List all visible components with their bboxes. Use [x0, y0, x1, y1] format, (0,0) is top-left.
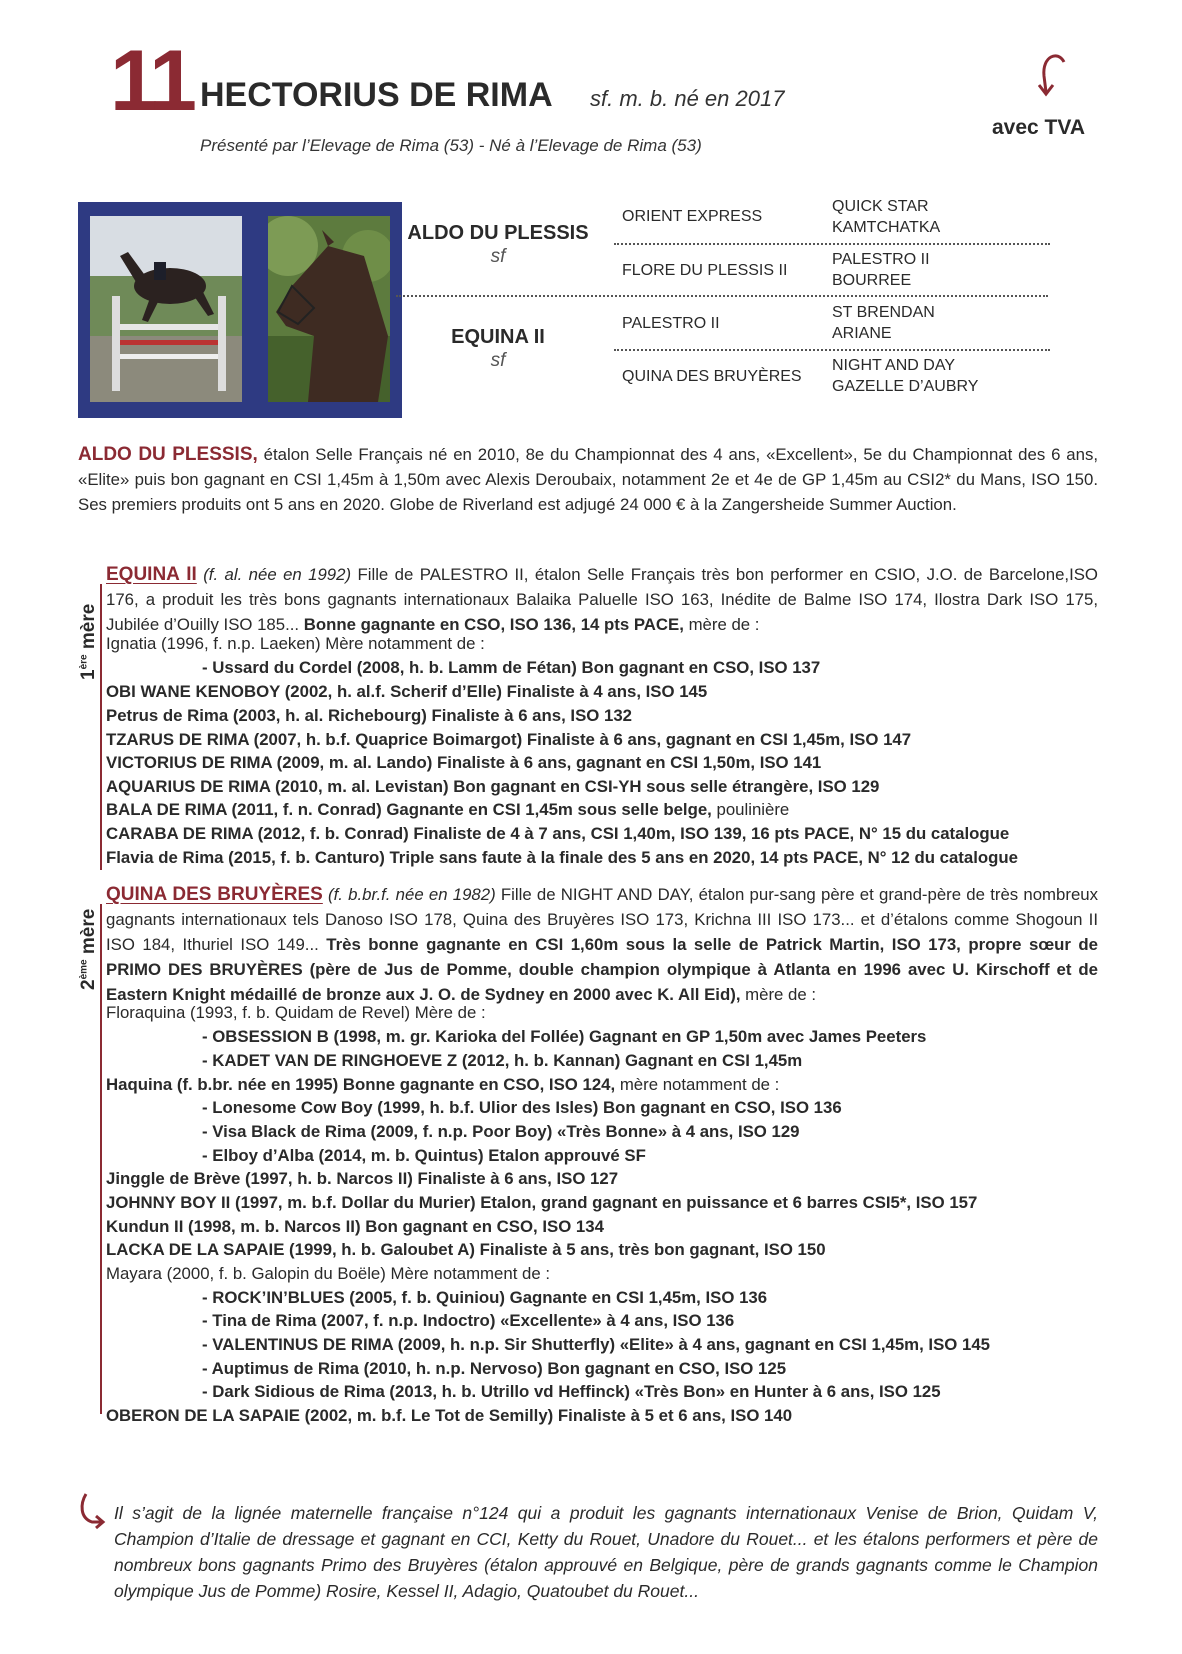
dam-breed: sf	[490, 350, 506, 371]
second-dam-info: (f. b.br.f. née en 1982)	[322, 885, 496, 904]
maternal-line-note: Il s’agit de la lignée maternelle française n°124 qui a produit les gagnants internationaux Venise de Brion, Quidam V, Champion d’Italie de dressage et gagnant en CCI, Ketty du Rouet, Unadore du Rouet... et les étalons performers et père de nombreux bons gagnants Primo des Bruyères (étalon approuvé en Belgique, père de grands gagnants comme le Champion olympique Jus de Pomme) Rosire, Kessel II, Adagio, Quatoubet du Rouet...	[114, 1503, 1098, 1601]
dam-dam: QUINA DES BRUYÈRES	[622, 368, 802, 385]
second-dam-label: 2ème mère	[78, 908, 99, 990]
sire-heading: ALDO DU PLESSIS,	[78, 444, 258, 465]
progeny-line: TZARUS DE RIMA (2007, h. b.f. Quaprice Boimargot) Finaliste à 6 ans, gagnant en CSI 1,45m, ISO 147	[106, 730, 912, 749]
progeny-line: - Ussard du Cordel (2008, h. b. Lamm de Fétan) Bon gagnant en CSO, ISO 137	[202, 658, 821, 677]
progeny-line: - OBSESSION B (1998, m. gr. Karioka del Follée) Gagnant en GP 1,50m avec James Peeters	[202, 1027, 927, 1046]
second-dam-heading: QUINA DES BRUYÈRES	[106, 884, 323, 905]
ancestor-dds: NIGHT AND DAY	[832, 357, 955, 374]
horse-head-photo	[268, 216, 390, 402]
first-dam-label: 1ère mère	[78, 603, 99, 680]
second-dam-bar	[100, 904, 102, 1414]
progeny-line: JOHNNY BOY II (1997, m. b.f. Dollar du Murier) Etalon, grand gagnant en puissance et 6 barres CSI5*, ISO 157	[106, 1193, 978, 1212]
tva-label: avec TVA	[992, 116, 1085, 139]
lot-number: 11	[110, 33, 193, 129]
progeny-line: Haquina (f. b.br. née en 1995) Bonne gagnante en CSO, ISO 124, mère notamment de :	[106, 1075, 780, 1094]
progeny-line: - ROCK’IN’BLUES (2005, f. b. Quiniou) Gagnante en CSI 1,45m, ISO 136	[202, 1288, 768, 1307]
progeny-line: - VALENTINUS DE RIMA (2009, h. n.p. Sir Shutterfly) «Elite» à 4 ans, gagnant en CSI 1,45m, ISO 145	[202, 1335, 990, 1354]
dotted-divider	[614, 349, 1050, 351]
progeny-line: - Tina de Rima (2007, f. n.p. Indoctro) «Excellente» à 4 ans, ISO 136	[202, 1311, 735, 1330]
progeny-line: - KADET VAN DE RINGHOEVE Z (2012, h. b. Kannan) Gagnant en CSI 1,45m	[202, 1051, 803, 1070]
first-dam-bar	[100, 584, 102, 870]
ancestor-sds: PALESTRO II	[832, 251, 930, 268]
progeny-line: OBERON DE LA SAPAIE (2002, m. b.f. Le Tot de Semilly) Finaliste à 5 et 6 ans, ISO 140	[106, 1406, 793, 1425]
ancestor-ssd: KAMTCHATKA	[832, 219, 941, 236]
ancestor-dsd: ARIANE	[832, 325, 892, 342]
ancestor-dss: ST BRENDAN	[832, 304, 935, 321]
ancestor-sss: QUICK STAR	[832, 198, 929, 215]
progeny-line: OBI WANE KENOBOY (2002, h. al.f. Scherif d’Elle) Finaliste à 4 ans, ISO 145	[106, 682, 708, 701]
progeny-line: AQUARIUS DE RIMA (2010, m. al. Levistan) Bon gagnant en CSI-YH sous selle étrangère, ISO 129	[106, 777, 880, 796]
horse-name: HECTORIUS DE RIMA	[200, 76, 553, 114]
first-dam-info: (f. al. née en 1992)	[196, 565, 352, 584]
progeny-line: VICTORIUS DE RIMA (2009, m. al. Lando) Finaliste à 6 ans, gagnant en CSI 1,50m, ISO 141	[106, 753, 822, 772]
first-dam-paragraph: EQUINA II (f. al. née en 1992) Fille de PALESTRO II, étalon Selle Français très bon performer en CSIO, J.O. de Barcelone,ISO 176, a produit les très bons gagnants internationaux Balaika Paluelle ISO 163, Inédite de Balme ISO 174, Ilostra Dark ISO 175, Jubilée d’Ouilly ISO 185... Bonne gagnante en CSO, ISO 136, 14 pts PACE, mère de :	[106, 564, 1098, 634]
progeny-line: - Dark Sidious de Rima (2013, h. b. Utrillo vd Heffinck) «Très Bon» en Hunter à 6 ans, ISO 125	[202, 1382, 941, 1401]
progeny-line: Flavia de Rima (2015, f. b. Canturo) Triple sans faute à la finale des 5 ans en 2020, 14 pts PACE, N° 12 du catalogue	[106, 848, 1018, 867]
sire-sire: ORIENT EXPRESS	[622, 208, 763, 225]
progeny-line: CARABA DE RIMA (2012, f. b. Conrad) Finaliste de 4 à 7 ans, CSI 1,40m, ISO 139, 16 pts PACE, N° 15 du catalogue	[106, 824, 1010, 843]
progeny-line: Floraquina (1993, f. b. Quidam de Revel) Mère de :	[106, 1003, 486, 1022]
sire-name: ALDO DU PLESSIS	[407, 222, 589, 244]
ancestor-sdd: BOURREE	[832, 272, 912, 289]
horse-jumping-photo	[90, 216, 242, 402]
ancestor-ddd: GAZELLE D’AUBRY	[832, 378, 979, 395]
presenter-line: Présenté par l’Elevage de Rima (53) - Né à l’Elevage de Rima (53)	[200, 136, 702, 155]
progeny-line: Ignatia (1996, f. n.p. Laeken) Mère notamment de :	[106, 634, 485, 653]
dotted-divider	[614, 243, 1050, 245]
sire-text: étalon Selle Français né en 2010, 8e du Championnat des 4 ans, «Excellent», 5e du Championnat des 6 ans, «Elite» puis bon gagnant en CSI 1,45m à 1,50m avec Alexis Deroubaix, notamment 2e et 4e de GP 1,45m au CSI2* du Mans, ISO 150. Ses premiers produits ont 5 ans en 2020. Globe de Riverland est adjugé 24 000 € à la Zangersheide Summer Auction.	[78, 445, 1099, 514]
photo-frame	[78, 202, 402, 418]
progeny-line: Kundun II (1998, m. b. Narcos II) Bon gagnant en CSO, ISO 134	[106, 1217, 604, 1236]
progeny-line: - Elboy d’Alba (2014, m. b. Quintus) Etalon approuvé SF	[202, 1146, 646, 1165]
curved-arrow-icon	[1038, 52, 1068, 100]
progeny-line: LACKA DE LA SAPAIE (1999, h. b. Galoubet A) Finaliste à 5 ans, très bon gagnant, ISO 150	[106, 1240, 826, 1259]
progeny-line: Jinggle de Brève (1997, h. b. Narcos II) Finaliste à 6 ans, ISO 127	[106, 1169, 619, 1188]
progeny-line: Mayara (2000, f. b. Galopin du Boële) Mère notamment de :	[106, 1264, 551, 1283]
progeny-line: BALA DE RIMA (2011, f. n. Conrad) Gagnante en CSI 1,45m sous selle belge, poulinière	[106, 800, 790, 819]
curved-arrow-icon	[78, 1490, 106, 1530]
sire-paragraph	[78, 442, 1098, 517]
progeny-line: - Lonesome Cow Boy (1999, h. b.f. Ulior des Isles) Bon gagnant en CSO, ISO 136	[202, 1098, 842, 1117]
progeny-line: - Visa Black de Rima (2009, f. n.p. Poor Boy) «Très Bonne» à 4 ans, ISO 129	[202, 1122, 800, 1141]
dam-sire: PALESTRO II	[622, 315, 720, 332]
horse-info: sf. m. b. né en 2017	[590, 86, 785, 111]
sire-breed: sf	[490, 246, 506, 267]
second-dam-paragraph: QUINA DES BRUYÈRES (f. b.br.f. née en 1982) Fille de NIGHT AND DAY, étalon pur-sang père et grand-père de très nombreux gagnants internationaux tels Danoso ISO 178, Quina des Bruyères ISO 173, Krichna III ISO 173... et d’étalons comme Shogoun II ISO 184, Ithuriel ISO 149... Très bonne gagnante en CSI 1,60m sous la selle de Patrick Martin, ISO 173, propre sœur de PRIMO DES BRUYÈRES (père de Jus de Pomme, double champion olympique à Atlanta en 1996 avec U. Kirschoff et de Eastern Knight médaillé de bronze aux J. O. de Sydney en 2000 avec K. All Eid), mère de :	[106, 884, 1099, 1004]
progeny-line: - Auptimus de Rima (2010, h. n.p. Nervoso) Bon gagnant en CSO, ISO 125	[202, 1359, 787, 1378]
sire-dam: FLORE DU PLESSIS II	[622, 262, 788, 279]
dotted-divider	[396, 295, 1048, 297]
first-dam-heading: EQUINA II	[106, 564, 197, 585]
dam-name: EQUINA II	[451, 326, 545, 348]
progeny-line: Petrus de Rima (2003, h. al. Richebourg) Finaliste à 6 ans, ISO 132	[106, 706, 632, 725]
